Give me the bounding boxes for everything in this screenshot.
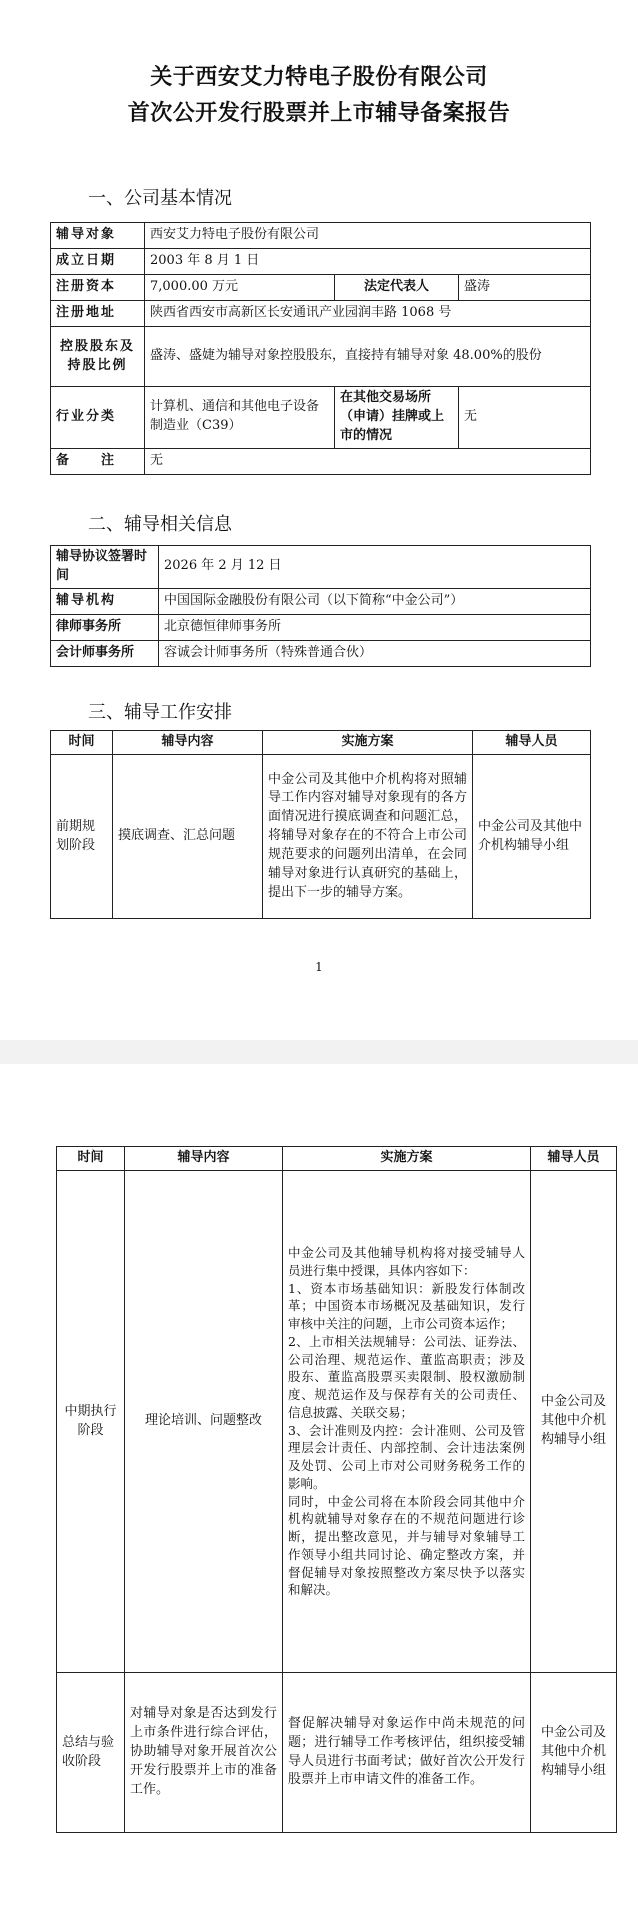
target-value: 西安艾力特电子股份有限公司 <box>145 223 591 249</box>
listing-value: 无 <box>459 387 591 449</box>
founded-label: 成立日期 <box>51 249 145 275</box>
company-info-table <box>50 222 591 475</box>
phase1-content: 摸底调查、汇总问题 <box>113 755 263 919</box>
industry-value: 计算机、通信和其他电子设备制造业（C39） <box>145 387 335 449</box>
section1-heading: 一、公司基本情况 <box>88 188 232 209</box>
phase2-plan: 中金公司及其他辅导机构将对接受辅导人员进行集中授课，具体内容如下： 1、资本市场基础知识：新股发行体制改革；中国资本市场概况及基础知识，发行审核中关注的问题，上市公司资本运作； 2、上市相关法规辅导：公司法、证券法、公司治理、规范运作、董监高职责；涉及股东、董监高股票买卖限制、股权激励制度、规范运作及与保荐有关的公司责任、信息披露、关联交易； 3、会计准则及内控：会计准则、公司及管理层会计责任、内部控制、会计违法案例及处罚、公司上市对公司财务税务工作的影响。 同时，中金公司将在本阶段会同其他中介机构就辅导对象存在的不规范问题进行诊断，提出整改意见，并与辅导对象辅导工作领导小组共同讨论、确定整改方案，并督促辅导对象按照整改方案尽快予以落实和解决。 <box>283 1171 531 1673</box>
law-value: 北京德恒律师事务所 <box>159 614 591 640</box>
acct-label: 会计师事务所 <box>51 640 159 666</box>
phase3-time: 总结与验收阶段 <box>57 1673 125 1833</box>
schedule-table-page2 <box>56 1146 617 1833</box>
founded-value: 2003 年 8 月 1 日 <box>145 249 591 275</box>
capital-value: 7,000.00 万元 <box>145 275 335 301</box>
holder-label: 控股股东及持股比例 <box>51 327 145 387</box>
col-header-time: 时间 <box>57 1147 125 1171</box>
col-header-staff: 辅导人员 <box>531 1147 617 1171</box>
listing-label: 在其他交易场所（申请）挂牌或上市的情况 <box>335 387 459 449</box>
legal-rep-label: 法定代表人 <box>335 275 459 301</box>
phase1-plan: 中金公司及其他中介机构将对照辅导工作内容对辅导对象现有的各方面情况进行摸底调查和问题汇总，将辅导对象存在的不符合上市公司规范要求的问题列出清单，在会同辅导对象进行认真研究的基础上，提出下一步的辅导方案。 <box>263 755 473 919</box>
report-title-line1: 关于西安艾力特电子股份有限公司 <box>150 65 488 90</box>
holder-value: 盛涛、盛婕为辅导对象控股股东，直接持有辅导对象 48.00%的股份 <box>145 327 591 387</box>
phase1-staff: 中金公司及其他中介机构辅导小组 <box>473 755 591 919</box>
legal-rep-value: 盛涛 <box>459 275 591 301</box>
remark-value: 无 <box>145 448 591 474</box>
signed-value: 2026 年 2 月 12 日 <box>159 546 591 589</box>
schedule-table-page1 <box>50 730 591 919</box>
phase2-content: 理论培训、问题整改 <box>125 1171 283 1673</box>
law-label: 律师事务所 <box>51 614 159 640</box>
industry-label: 行业分类 <box>51 387 145 449</box>
tutoring-info-table <box>50 545 591 667</box>
phase2-time: 中期执行阶段 <box>57 1171 125 1673</box>
remark-label: 备 注 <box>51 448 145 474</box>
signed-label: 辅导协议签署时 间 <box>51 546 159 589</box>
address-label: 注册地址 <box>51 301 145 327</box>
phase3-staff: 中金公司及其他中介机构辅导小组 <box>531 1673 617 1833</box>
phase3-plan: 督促解决辅导对象运作中尚未规范的问题；进行辅导工作考核评估，组织接受辅导人员进行书面考试；做好首次公开发行股票并上市申请文件的准备工作。 <box>283 1673 531 1833</box>
col-header-content: 辅导内容 <box>113 731 263 755</box>
section2-heading: 二、辅导相关信息 <box>88 514 232 535</box>
col-header-plan: 实施方案 <box>263 731 473 755</box>
address-value: 陕西省西安市高新区长安通讯产业园润丰路 1068 号 <box>145 301 591 327</box>
phase3-content: 对辅导对象是否达到发行上市条件进行综合评估，协助辅导对象开展首次公开发行股票并上市的准备工作。 <box>125 1673 283 1833</box>
page-number: 1 <box>315 960 323 974</box>
col-header-staff: 辅导人员 <box>473 731 591 755</box>
org-value: 中国国际金融股份有限公司（以下简称“中金公司”） <box>159 588 591 614</box>
page-2 <box>0 1064 638 1930</box>
phase2-staff: 中金公司及其他中介机构辅导小组 <box>531 1171 617 1673</box>
org-label: 辅导机构 <box>51 588 159 614</box>
col-header-content: 辅导内容 <box>125 1147 283 1171</box>
report-title-line2: 首次公开发行股票并上市辅导备案报告 <box>127 101 511 126</box>
col-header-time: 时间 <box>51 731 113 755</box>
capital-label: 注册资本 <box>51 275 145 301</box>
acct-value: 容诚会计师事务所（特殊普通合伙） <box>159 640 591 666</box>
target-label: 辅导对象 <box>51 223 145 249</box>
section3-heading: 三、辅导工作安排 <box>88 702 232 723</box>
col-header-plan: 实施方案 <box>283 1147 531 1171</box>
phase1-time: 前期规划阶段 <box>51 755 113 919</box>
